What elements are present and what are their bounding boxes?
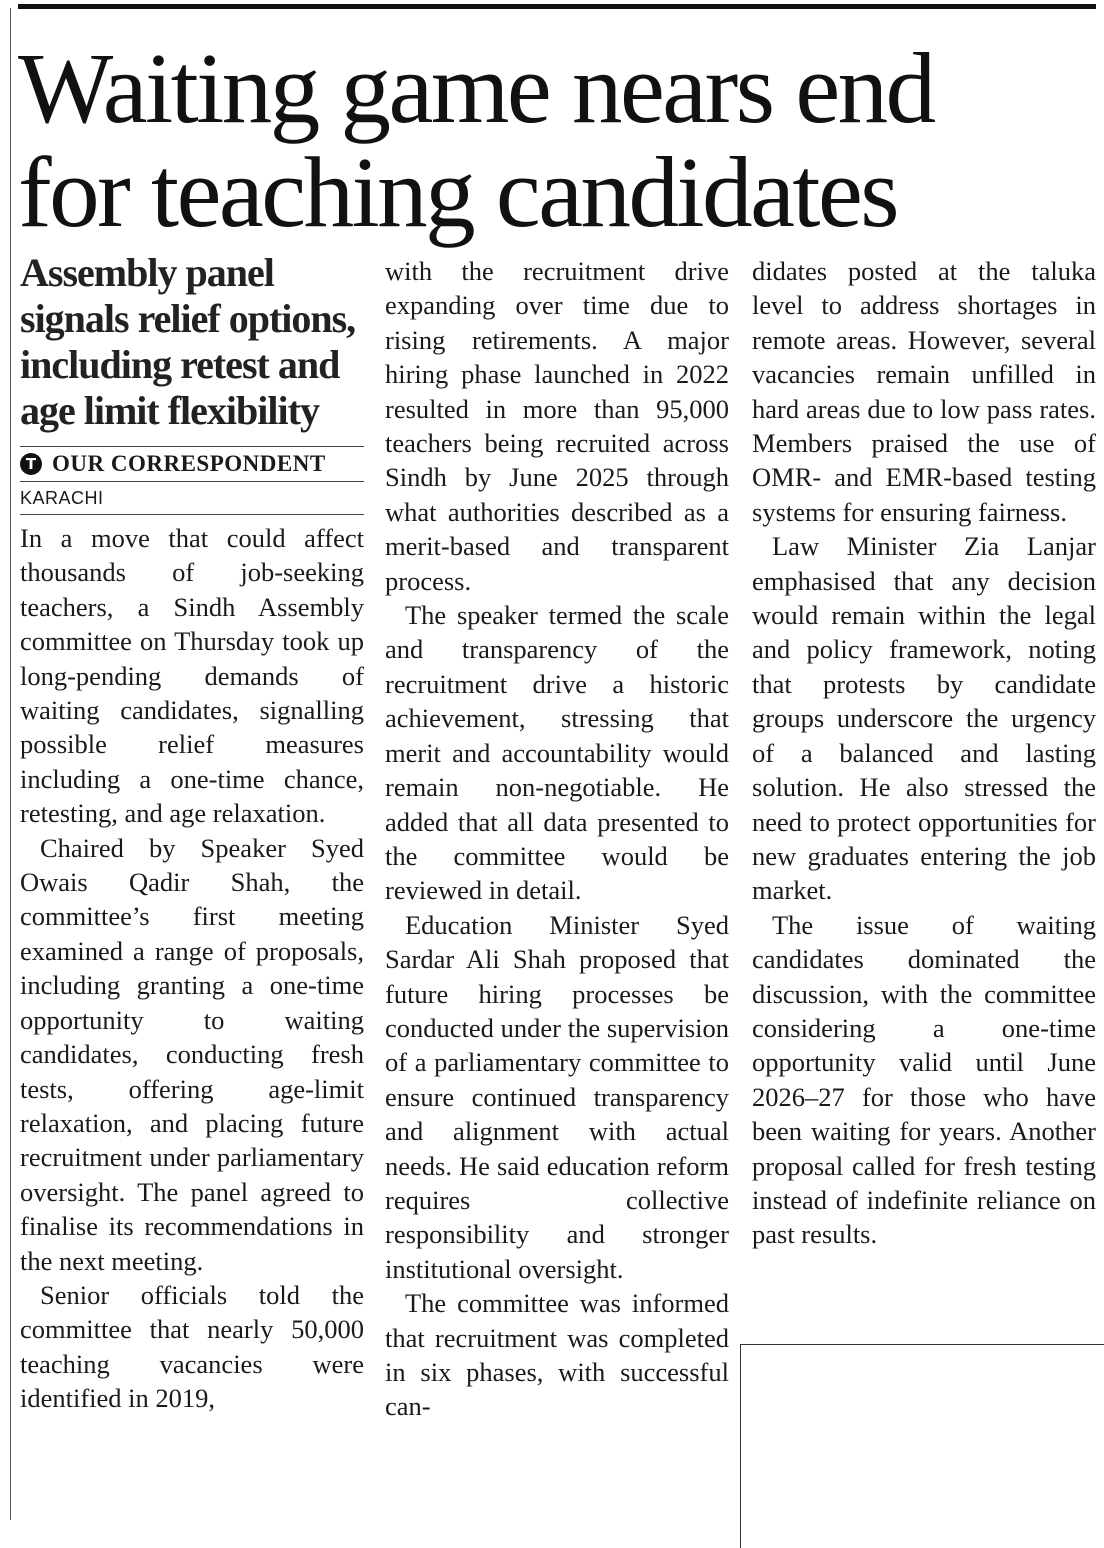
paragraph: Education Minister Syed Sardar Ali Shah proposed that future hiring processes be conducted under the supervision of a parliamentary committee to ensure continued transparency and alignment with actual needs. He said education reform requires collective responsibility and stronger institutional oversight. xyxy=(385,909,729,1284)
headline xyxy=(18,32,1098,248)
headline-line-2: for teaching candidates xyxy=(18,136,898,248)
column-2 xyxy=(385,254,729,1424)
paragraph: with the recruitment drive expanding over time due to rising retirements. A major hiring phase launched in 2022 resulted in more than 95,000 teachers being recruited across Sindh by June 2025 through what authorities described as a merit-based and transparent process. xyxy=(385,256,729,596)
paragraph: The issue of waiting candidates dominated the discussion, with the committee considering a one-time opportunity valid until June 2026–27 for those who have been waiting for years. Another proposal called for fresh testing instead of indefinite reliance on past results. xyxy=(752,909,1096,1250)
left-column-rule xyxy=(10,8,11,1520)
paragraph: Law Minister Zia Lanjar emphasised that any decision would remain within the legal and policy framework, noting that protests by candidate groups underscore the urgency of a balanced and lasting solution. He also stressed the need to protect opportunities for new graduates entering the job market. xyxy=(752,531,1096,906)
paragraph: Chaired by Speaker Syed Owais Qadir Shah, the committee’s first meeting examined a range of proposals, including granting a one-time opportunity to waiting candidates, conducting fresh tests, offering age-limit relaxation, and placing future recruitment under parliamentary oversight. The panel agreed to finalise its recommendations in the next meeting. xyxy=(20,832,364,1276)
adjacent-box-border xyxy=(740,1344,1104,1345)
subheadline: Assembly panel signals relief options, including retest and age limit flexibility xyxy=(20,250,356,433)
paragraph: Senior officials told the committee that nearly 50,000 teaching vacancies were identified in 2019, xyxy=(20,1279,364,1414)
top-rule xyxy=(18,4,1096,9)
paragraph: The speaker termed the scale and transparency of the recruitment drive a historic achievement, stressing that merit and accountability would remain non-negotiable. He added that all data presented to the committee would be reviewed in detail. xyxy=(385,600,729,906)
paragraph: didates posted at the taluka level to address shortages in remote areas. However, several vacancies remain unfilled in hard areas due to low pass rates. Members praised the use of OMR- and EMR-based testing systems for ensuring fairness. xyxy=(752,256,1096,527)
headline-line-1: Waiting game nears end xyxy=(18,32,934,144)
paragraph: In a move that could affect thousands of job-seeking teachers, a Sindh Assembly committee on Thursday took up long-pending demands of waiting candidates, signalling possible relief measures including a one-time chance, retesting, and age relaxation. xyxy=(20,523,364,829)
column-3 xyxy=(752,254,1096,1252)
newspaper-logo-icon: T xyxy=(20,453,42,475)
byline-row xyxy=(20,446,364,482)
paragraph: The committee was informed that recruitment was completed in six phases, with successful can- xyxy=(385,1288,729,1422)
byline: OUR CORRESPONDENT xyxy=(52,450,326,476)
column-1 xyxy=(20,250,364,1416)
dateline: KARACHI xyxy=(20,482,364,515)
adjacent-box-border xyxy=(740,1344,741,1548)
